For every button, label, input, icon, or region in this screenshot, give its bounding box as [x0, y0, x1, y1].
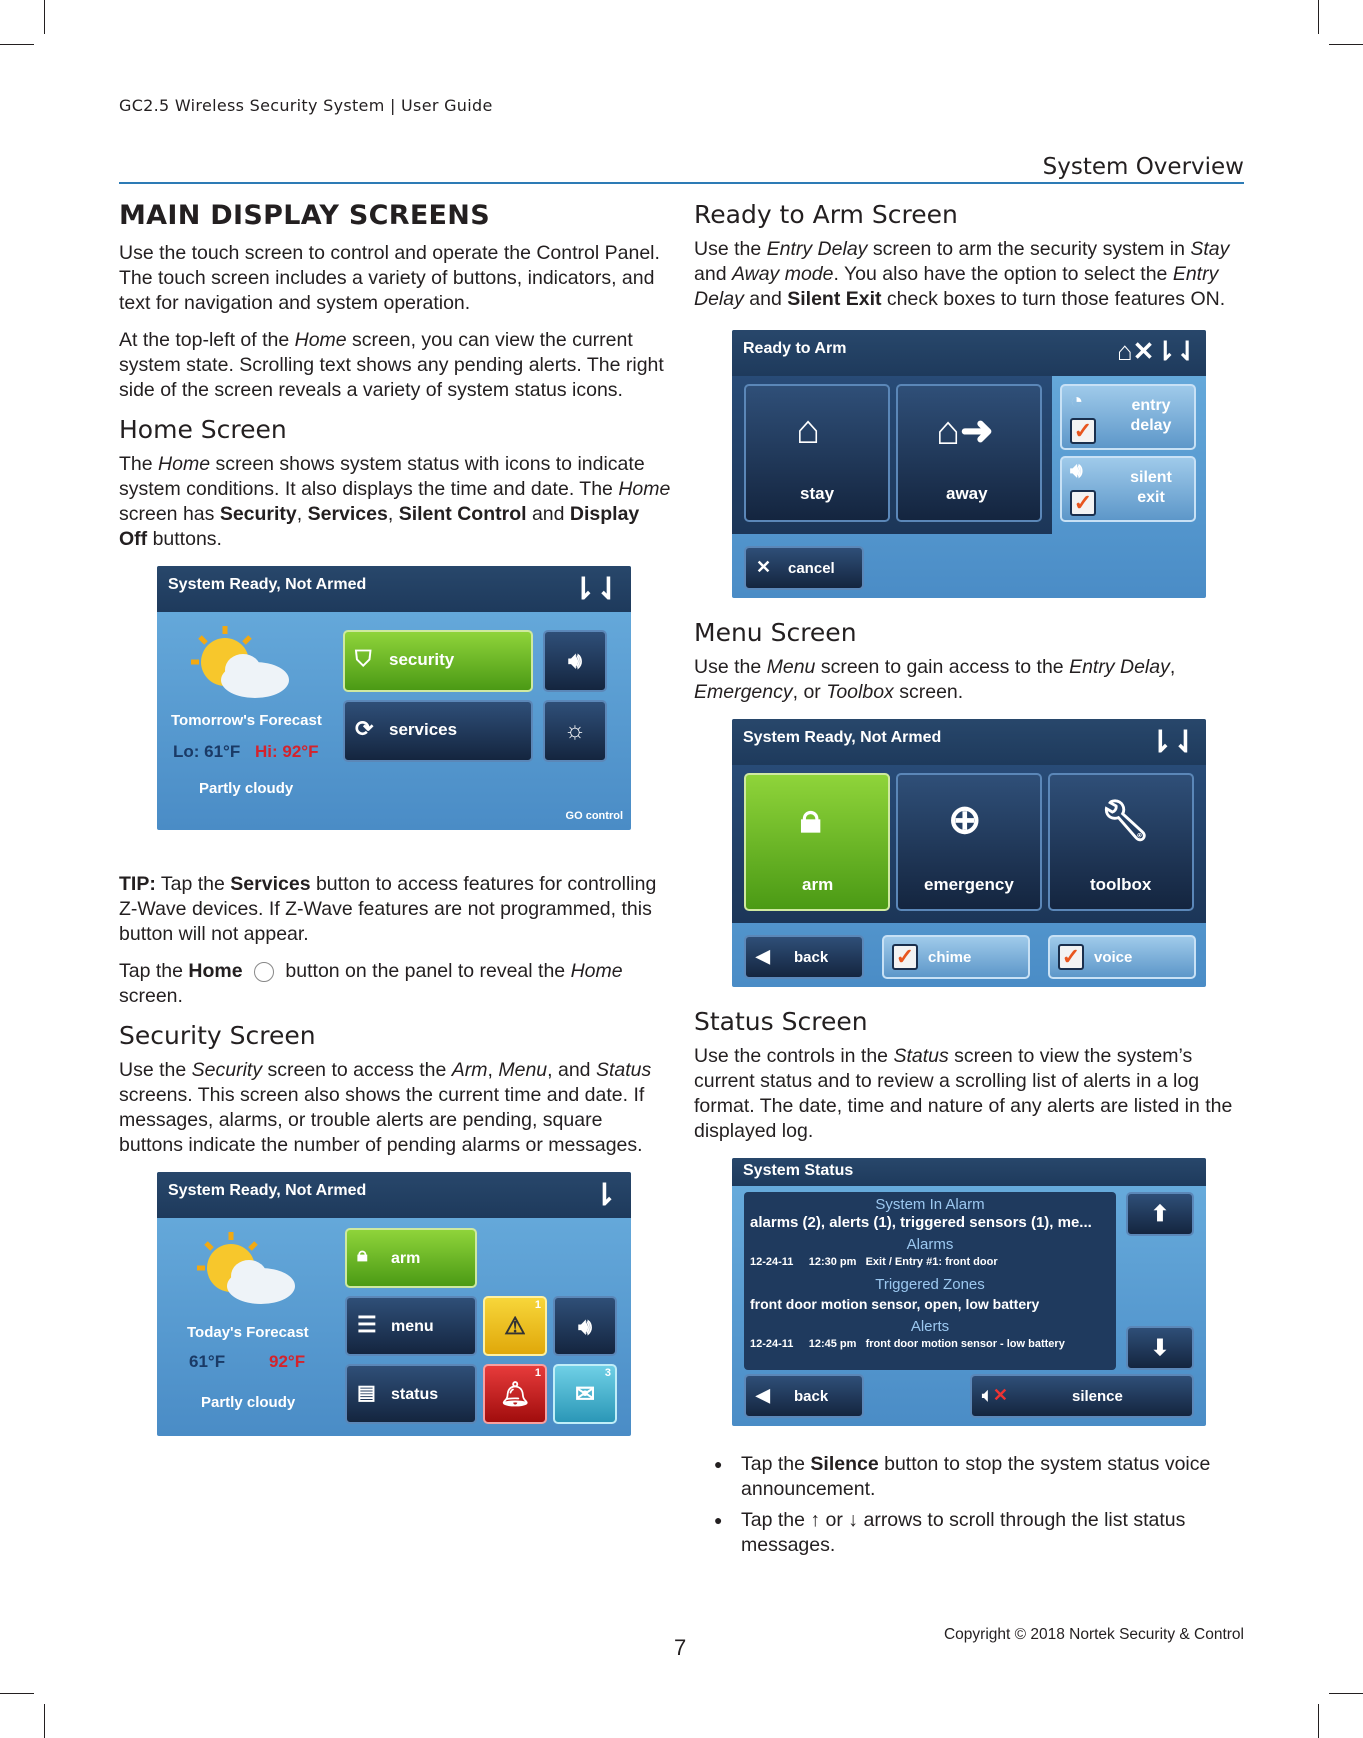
status-log[interactable]	[744, 1192, 1116, 1370]
crop-mark	[0, 1693, 34, 1694]
arrow-down-icon: ⬇	[1150, 1335, 1170, 1360]
clock-icon: ◔	[1070, 388, 1084, 413]
home-screen-heading: Home Screen	[119, 415, 287, 444]
volume-button[interactable]	[553, 1296, 617, 1356]
emergency-button[interactable]: ⊕ emergency	[896, 773, 1042, 911]
security-screen-heading: Security Screen	[119, 1021, 316, 1050]
crop-mark	[1329, 44, 1363, 45]
guide-title: GC2.5 Wireless Security System | User Guide	[119, 96, 493, 115]
bullet-silence: ● Tap the Silence button to stop the system status voice announcement.	[694, 1452, 1244, 1502]
voice-button[interactable]: ✓ voice	[1048, 935, 1196, 979]
silent-control-button[interactable]	[543, 630, 607, 692]
chime-button[interactable]: ✓ chime	[882, 935, 1030, 979]
header-rule	[119, 182, 1244, 184]
alert-log-row: 12-24-11 12:45 pm front door motion sensor - low battery	[750, 1338, 1065, 1350]
back-button[interactable]: ◀ back	[744, 935, 864, 979]
right-column	[694, 200, 1244, 1564]
brightness-icon: ☼	[564, 717, 586, 744]
status-screen-heading: Status Screen	[694, 1007, 868, 1036]
status-icons: ⌂✕⇂⇃	[1116, 336, 1198, 366]
services-icon: ⟳	[355, 716, 374, 741]
alarm-button[interactable]	[483, 1364, 547, 1424]
alert-button[interactable]	[483, 1296, 547, 1356]
forecast-condition: Partly cloudy	[201, 1394, 296, 1411]
back-arrow-icon: ◀	[756, 946, 770, 966]
home-screen-paragraph: The Home screen shows system status with icons to indicate system conditions. It also displays the time and date. The Home screen has Security, Services, Silent Control and Display Off buttons.	[119, 453, 671, 550]
scroll-down-button[interactable]	[1126, 1326, 1194, 1370]
lock-icon: 🔒︎	[357, 1244, 368, 1266]
scroll-up-button[interactable]	[1126, 1192, 1194, 1236]
mute-icon: 🔈︎✕	[982, 1385, 1008, 1405]
status-button[interactable]: ▤ status	[345, 1364, 477, 1424]
speaker-icon: 🔊︎	[1070, 460, 1083, 482]
security-screen-image	[157, 1172, 631, 1436]
status-text: System Ready, Not Armed	[743, 729, 942, 746]
home-button-paragraph: Tap the Home button on the panel to reveal the Home screen.	[119, 960, 623, 1007]
weather-icon	[191, 1228, 311, 1318]
zones-text: front door motion sensor, open, low battery	[750, 1296, 1040, 1312]
services-label: services	[389, 720, 458, 739]
security-label: security	[389, 650, 455, 669]
title-text: System Status	[743, 1162, 854, 1179]
forecast-condition: Partly cloudy	[199, 780, 294, 797]
arm-button[interactable]: 🔒︎ arm	[345, 1228, 477, 1288]
crop-mark	[0, 44, 34, 45]
home-screen-image	[157, 566, 631, 830]
alerts-heading: Alerts	[910, 1318, 950, 1335]
alarm-log-row: 12-24-11 12:30 pm Exit / Entry #1: front door	[750, 1256, 998, 1268]
wrench-icon: 🔧︎	[1100, 799, 1151, 843]
intro-paragraph-2: At the top-left of the Home screen, you can view the current system state. Scrolling text shows any pending alerts. The right side of the screen reveals a variety of system status icons.	[119, 329, 664, 401]
stay-button[interactable]: ⌂ stay	[744, 384, 890, 522]
warning-icon: ⚠	[504, 1313, 526, 1340]
page-number: 7	[674, 1635, 687, 1660]
forecast-lo: 61°F	[189, 1352, 226, 1371]
status-bar	[732, 719, 1206, 765]
crop-mark	[44, 1704, 45, 1738]
forecast-hi: 92°F	[269, 1352, 306, 1371]
back-arrow-icon: ◀	[756, 1385, 770, 1405]
forecast-hi: Hi: 92°F	[255, 742, 319, 761]
main-heading: MAIN DISPLAY SCREENS	[119, 200, 490, 231]
arrow-up-icon: ⬆	[1150, 1201, 1170, 1226]
status-screen-image	[732, 1158, 1206, 1426]
tip-paragraph: TIP: Tap the Services button to access features for controlling Z-Wave devices. If Z-Wave features are not programmed, this button will not appear.	[119, 873, 657, 945]
silent-exit-button[interactable]: 🔊︎ ✓ silent exit	[1060, 456, 1196, 522]
shield-icon: ⛉	[355, 646, 372, 671]
silent-exit-checkbox[interactable]: ✓	[1070, 490, 1096, 516]
arm-button[interactable]: 🔒︎ arm	[744, 773, 890, 911]
menu-icon: ☰	[357, 1312, 377, 1337]
bell-icon: 🔔︎	[499, 1381, 531, 1408]
left-column	[119, 200, 671, 1436]
display-off-button[interactable]	[543, 700, 607, 762]
status-icon: ▤	[357, 1382, 376, 1404]
walk-away-icon: ⌂➜	[936, 409, 994, 453]
intro-paragraph-1: Use the touch screen to control and operate the Control Panel. The touch screen includes a variety of buttons, indicators, and text for navigation and system operation.	[119, 242, 660, 314]
crop-mark	[1318, 1704, 1319, 1738]
ready-to-arm-paragraph: Use the Entry Delay screen to arm the security system in Stay and Away mode. You also have the option to select the Entry Delay and Silent Exit check boxes to turn those features ON.	[694, 238, 1230, 310]
weather-icon	[185, 622, 305, 712]
forecast-label: Tomorrow's Forecast	[171, 712, 322, 729]
security-button[interactable]	[343, 630, 533, 692]
voice-checkbox[interactable]: ✓	[1058, 944, 1084, 970]
away-button[interactable]: ⌂➜ away	[896, 384, 1042, 522]
alarm-summary: alarms (2), alerts (1), triggered sensors (1), me...	[750, 1214, 1092, 1231]
services-button[interactable]	[343, 700, 533, 762]
home-button-icon	[254, 962, 274, 982]
entry-delay-checkbox[interactable]: ✓	[1070, 418, 1096, 444]
power-icon: ⇂	[591, 1179, 617, 1212]
speaker-icon: 🔊︎	[568, 648, 582, 673]
close-icon: ✕	[756, 557, 772, 577]
status-bar	[157, 1172, 631, 1218]
toolbox-button[interactable]: 🔧︎ toolbox	[1048, 773, 1194, 911]
zones-heading: Triggered Zones	[875, 1276, 985, 1293]
brand-logo: GO control	[565, 810, 623, 822]
in-alarm-heading: System In Alarm	[875, 1196, 985, 1213]
ready-to-arm-image	[732, 330, 1206, 598]
emergency-icon: ⊕	[948, 798, 982, 842]
crop-mark	[1318, 0, 1319, 34]
person-home-icon: ⌂	[796, 408, 821, 452]
speaker-icon: 🔊︎	[578, 1314, 592, 1339]
status-bullets	[694, 1452, 1244, 1558]
ready-to-arm-heading: Ready to Arm Screen	[694, 200, 958, 229]
envelope-icon: ✉	[574, 1381, 596, 1408]
title-text: Ready to Arm	[743, 340, 847, 357]
alarm-count: 1	[534, 1367, 541, 1379]
section-title: System Overview	[1042, 154, 1244, 180]
title-bar	[732, 1158, 1206, 1186]
message-count: 3	[604, 1367, 611, 1379]
lock-icon: 🔒︎	[800, 797, 822, 841]
menu-button[interactable]: ☰ menu	[345, 1296, 477, 1356]
bullet-arrows: ● Tap the ↑ or ↓ arrows to scroll through the list status messages.	[694, 1508, 1244, 1558]
forecast-lo: Lo: 61°F	[173, 742, 241, 761]
power-icon: ⇂⇃	[570, 573, 621, 606]
menu-screen-paragraph: Use the Menu screen to gain access to the Entry Delay, Emergency, or Toolbox screen.	[694, 656, 1176, 703]
status-text: System Ready, Not Armed	[168, 576, 367, 593]
crop-mark	[1329, 1693, 1363, 1694]
menu-screen-heading: Menu Screen	[694, 618, 857, 647]
chime-checkbox[interactable]: ✓	[892, 944, 918, 970]
status-bar	[157, 566, 631, 612]
power-icon: ⇂⇃	[1147, 726, 1198, 759]
crop-mark	[44, 0, 45, 34]
alert-count: 1	[534, 1299, 541, 1311]
back-button[interactable]: ◀ back	[744, 1374, 864, 1418]
status-text: System Ready, Not Armed	[168, 1182, 367, 1199]
security-screen-paragraph: Use the Security screen to access the Arm, Menu, and Status screens. This screen also shows the current time and date. If messages, alarms, or trouble alerts are pending, square buttons indicate the number of pending alarms or messages.	[119, 1059, 652, 1156]
messages-button[interactable]	[553, 1364, 617, 1424]
forecast-label: Today's Forecast	[187, 1324, 309, 1341]
silence-button[interactable]: 🔈︎✕ silence	[970, 1374, 1194, 1418]
status-screen-paragraph: Use the controls in the Status screen to view the system’s current status and to review a scrolling list of alerts in a log format. The date, time and nature of any alerts are listed in the displayed log.	[694, 1045, 1233, 1142]
entry-delay-button[interactable]: ◔ ✓ entry delay	[1060, 384, 1196, 450]
menu-screen-image	[732, 719, 1206, 987]
cancel-button[interactable]: ✕ cancel	[744, 546, 864, 590]
alarms-heading: Alarms	[906, 1236, 954, 1253]
title-bar	[732, 330, 1206, 376]
copyright: Copyright © 2018 Nortek Security & Control	[943, 1626, 1244, 1643]
